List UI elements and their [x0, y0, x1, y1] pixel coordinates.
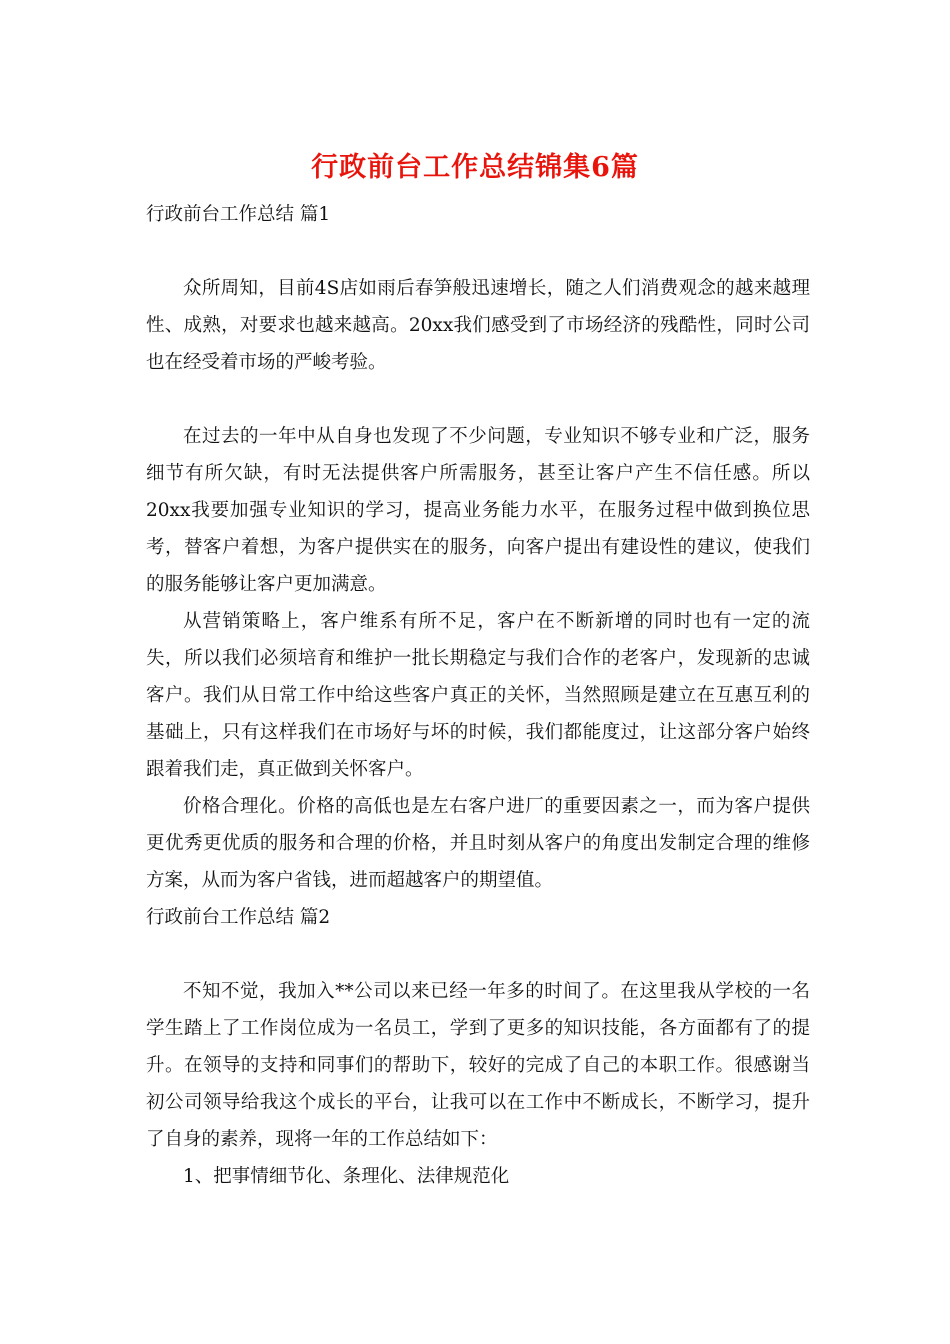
section-2-paragraph-1: 不知不觉，我加入**公司以来已经一年多的时间了。在这里我从学校的一名学生踏上了工作岗位成为一名员工，学到了更多的知识技能，各方面都有了的提升。在领导的支持和同事们的帮助下，较好的完成了自己的本职工作。很感谢当初公司领导给我这个成长的平台，让我可以在工作中不断成长，不断学习，提升了自身的素养，现将一年的工作总结如下： — [146, 981, 810, 1150]
document-body — [146, 196, 810, 1195]
blank-line — [146, 936, 810, 973]
section-1-heading: 行政前台工作总结 篇1 — [146, 204, 331, 225]
section-2-heading: 行政前台工作总结 篇2 — [146, 907, 331, 928]
section-1-paragraph-4: 价格合理化。价格的高低也是左右客户进厂的重要因素之一，而为客户提供更优秀更优质的服务和合理的价格，并且时刻从客户的角度出发制定合理的维修方案，从而为客户省钱，进而超越客户的期望值。 — [146, 796, 810, 891]
blank-line — [146, 233, 810, 270]
section-1-paragraph-1: 众所周知，目前4S店如雨后春笋般迅速增长，随之人们消费观念的越来越理性、成熟，对要求也越来越高。20xx我们感受到了市场经济的残酷性，同时公司也在经受着市场的严峻考验。 — [146, 278, 810, 373]
section-1-paragraph-2: 在过去的一年中从自身也发现了不少问题，专业知识不够专业和广泛，服务细节有所欠缺，有时无法提供客户所需服务，甚至让客户产生不信任感。所以20xx我要加强专业知识的学习，提高业务能力水平，在服务过程中做到换位思考，替客户着想，为客户提供实在的服务，向客户提出有建设性的建议，使我们的服务能够让客户更加满意。 — [146, 426, 810, 595]
document-title: 行政前台工作总结锦集6篇 — [311, 152, 639, 183]
section-1-paragraph-3: 从营销策略上，客户维系有所不足，客户在不断新增的同时也有一定的流失，所以我们必须培育和维护一批长期稳定与我们合作的老客户，发现新的忠诚客户。我们从日常工作中给这些客户真正的关怀，当然照顾是建立在互惠互利的基础上，只有这样我们在市场好与坏的时候，我们都能度过，让这部分客户始终跟着我们走，真正做到关怀客户。 — [146, 611, 810, 780]
section-2-paragraph-2: 1、把事情细节化、条理化、法律规范化 — [183, 1166, 510, 1187]
blank-line — [146, 381, 810, 418]
